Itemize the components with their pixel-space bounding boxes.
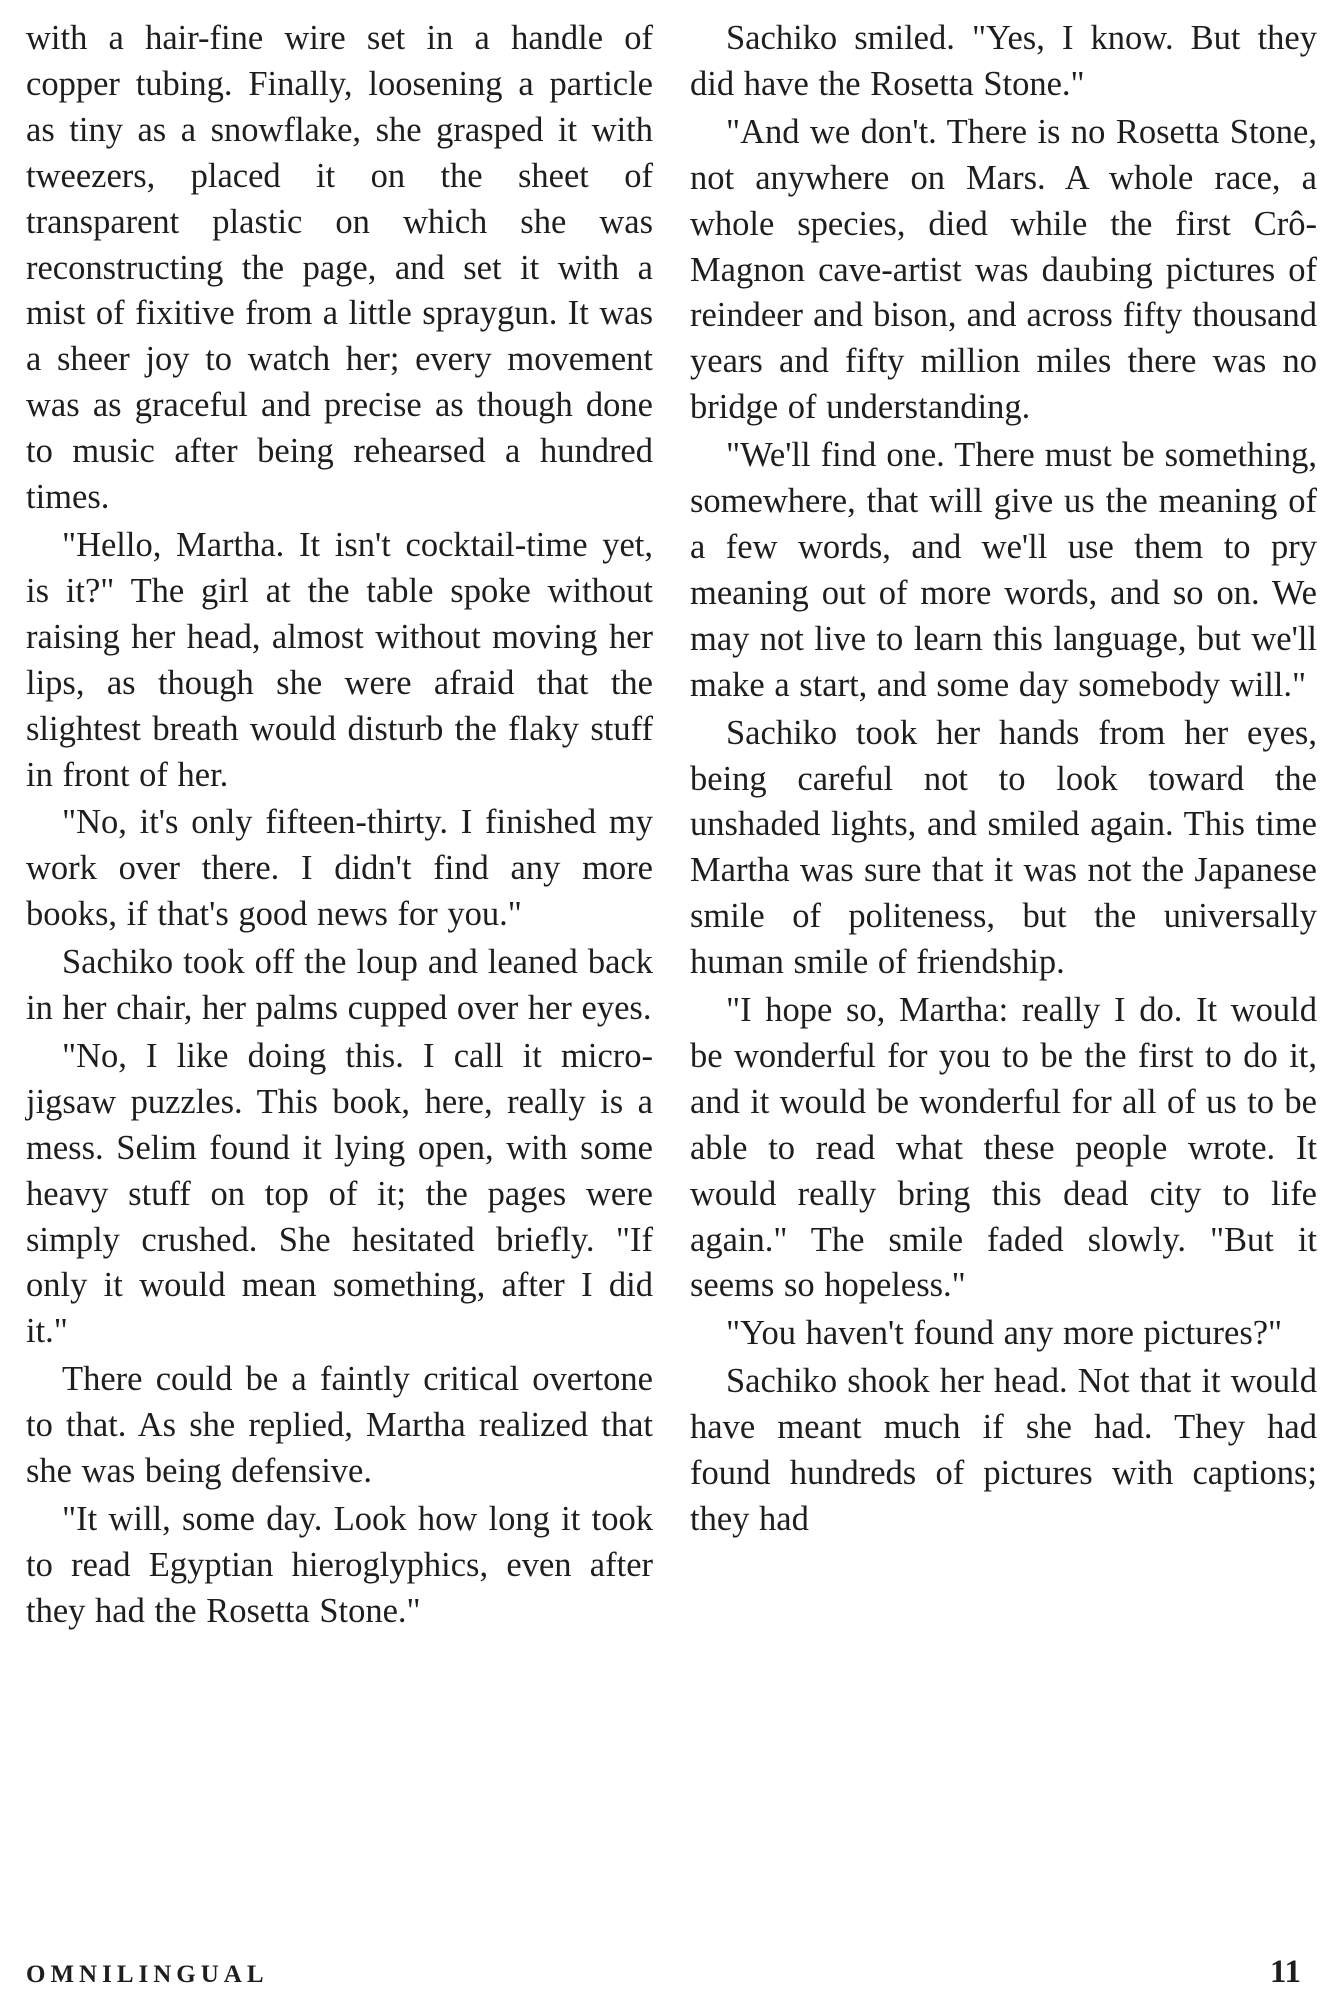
paragraph: Sachiko took her hands from her eyes, being careful not to look toward the unshaded lights, and smiled again. This time Martha was sure that it was not the Japanese smile of politeness, but the universally human smile of friendship. (690, 713, 1317, 982)
paragraph: with a hair-fine wire set in a handle of copper tubing. Finally, loosening a particle as tiny as a snowflake, she grasped it with tweezers, placed it on the sheet of transparent plastic on which she was reconstructing the page, and set it with a mist of fixitive from a little spraygun. It was a sheer joy to watch her; every movement was as graceful and precise as though done to music after being rehearsed a hundred times. (26, 19, 653, 517)
paragraph: "We'll find one. There must be something, somewhere, that will give us the meaning of a few words, and we'll use them to pry meaning out of more words, and so on. We may not live to learn this language, but we'll make a start, and some day somebody will." (690, 436, 1317, 704)
paragraph: "No, it's only fifteen-thirty. I finished my work over there. I didn't find any more books, if that's good news for you." (26, 803, 653, 934)
paragraph: "You haven't found any more pictures?" (726, 1314, 1283, 1353)
paragraph: Sachiko took off the loup and leaned back in her chair, her palms cupped over her eyes. (26, 943, 653, 1028)
running-title: OMNILINGUAL (26, 1961, 269, 1988)
paragraph: "No, I like doing this. I call it micro-jigsaw puzzles. This book, here, really is a mess. Selim found it lying open, with some heavy stuff on top of it; the pages were simply crushed. She hesitated briefly. "If only it would mean something, after I did it." (26, 1036, 653, 1351)
paragraph: "I hope so, Martha: really I do. It would be wonderful for you to be the first to do it, and it would be wonderful for all of us to be able to read what these people wrote. It would really bring this dead city to life again." The smile faded slowly. "But it seems so hopeless." (690, 991, 1317, 1305)
paragraph: Sachiko smiled. "Yes, I know. But they did have the Rosetta Stone." (690, 19, 1317, 103)
paragraph: There could be a faintly critical overtone to that. As she replied, Martha realized that she was being defensive. (26, 1360, 653, 1491)
page-number: 11 (1269, 1954, 1301, 1990)
paragraph: Sachiko shook her head. Not that it would have meant much if she had. They had found hundreds of pictures with captions; they had (690, 1362, 1317, 1538)
paragraph: "It will, some day. Look how long it took to read Egyptian hieroglyphics, even after they had the Rosetta Stone." (26, 1500, 653, 1630)
paragraph: "Hello, Martha. It isn't cocktail-time yet, is it?" The girl at the table spoke without raising her head, almost without moving her lips, as though she were afraid that the slightest breath would disturb the flaky stuff in front of her. (26, 525, 653, 794)
paragraph: "And we don't. There is no Rosetta Stone, not anywhere on Mars. A whole race, a whole species, died while the first Crô-Magnon cave-artist was daubing pictures of reindeer and bison, and across fifty thousand years and fifty million miles there was no bridge of understanding. (690, 112, 1317, 427)
left-text-column (26, 16, 653, 1637)
right-text-column (690, 16, 1317, 1545)
